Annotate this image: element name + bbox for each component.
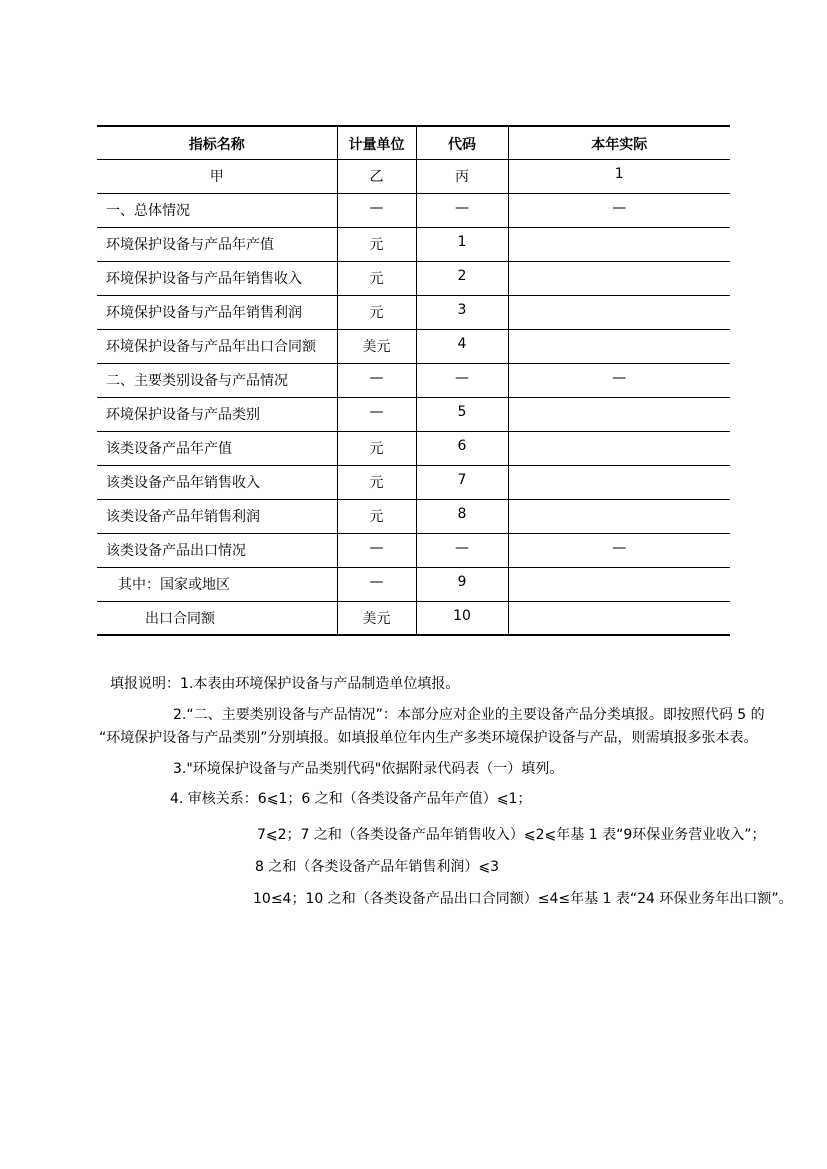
table-row bbox=[97, 465, 730, 499]
report-table bbox=[97, 125, 730, 636]
code-cell: 2 bbox=[416, 261, 508, 295]
column-header-indicator: 指标名称 bbox=[97, 126, 337, 159]
indicator-name-cell: 二、主要类别设备与产品情况 bbox=[97, 363, 337, 397]
subheader-cell: 乙 bbox=[337, 159, 416, 193]
column-header-actual: 本年实际 bbox=[508, 126, 730, 159]
subheader-cell: 甲 bbox=[97, 159, 337, 193]
code-cell: — bbox=[416, 193, 508, 227]
indicator-name-cell: 一、总体情况 bbox=[97, 193, 337, 227]
subheader-cell: 1 bbox=[508, 159, 730, 193]
table-row bbox=[97, 193, 730, 227]
table-subheader-row bbox=[97, 159, 730, 193]
table-row bbox=[97, 533, 730, 567]
actual-cell bbox=[508, 227, 730, 261]
unit-cell: — bbox=[337, 567, 416, 601]
unit-cell: — bbox=[337, 193, 416, 227]
indicator-name-cell: 出口合同额 bbox=[97, 601, 337, 635]
table-row bbox=[97, 567, 730, 601]
note-line-2: 2.“二、主要类别设备与产品情况”：本部分应对企业的主要设备产品分类填报。即按照代码 5 的 bbox=[173, 707, 765, 723]
note-line-4: 4. 审核关系：6⩽1；6 之和（各类设备产品年产值）⩽1； bbox=[170, 791, 532, 807]
note-line-3: 3."环境保护设备与产品类别代码"依据附录代码表（一）填列。 bbox=[173, 761, 564, 777]
actual-cell: — bbox=[508, 363, 730, 397]
indicator-name-cell: 环境保护设备与产品年产值 bbox=[97, 227, 337, 261]
code-cell: — bbox=[416, 533, 508, 567]
actual-cell bbox=[508, 329, 730, 363]
indicator-name-cell: 其中：国家或地区 bbox=[97, 567, 337, 601]
unit-cell: 元 bbox=[337, 261, 416, 295]
unit-cell: — bbox=[337, 533, 416, 567]
unit-cell: — bbox=[337, 397, 416, 431]
indicator-name-cell: 环境保护设备与产品类别 bbox=[97, 397, 337, 431]
note-line-4-cont-10: 10≤4；10 之和（各类设备产品出口合同额）≤4≤年基 1 表“24 环保业务年出口额”。 bbox=[253, 891, 793, 907]
unit-cell: 元 bbox=[337, 465, 416, 499]
table-row bbox=[97, 295, 730, 329]
code-cell: 1 bbox=[416, 227, 508, 261]
indicator-name-cell: 环境保护设备与产品年销售利润 bbox=[97, 295, 337, 329]
actual-cell bbox=[508, 295, 730, 329]
code-cell: 6 bbox=[416, 431, 508, 465]
code-cell: — bbox=[416, 363, 508, 397]
unit-cell: 元 bbox=[337, 227, 416, 261]
column-header-code: 代码 bbox=[416, 126, 508, 159]
note-line-2-wrap: “环境保护设备与产品类别”分别填报。如填报单位年内生产多类环境保护设备与产品，则需填报多张本表。 bbox=[99, 730, 758, 746]
unit-cell: — bbox=[337, 363, 416, 397]
indicator-name-cell: 该类设备产品年销售收入 bbox=[97, 465, 337, 499]
table-row bbox=[97, 601, 730, 635]
column-header-unit: 计量单位 bbox=[337, 126, 416, 159]
unit-cell: 元 bbox=[337, 431, 416, 465]
code-cell: 10 bbox=[416, 601, 508, 635]
indicator-name-cell: 该类设备产品年销售利润 bbox=[97, 499, 337, 533]
actual-cell: — bbox=[508, 533, 730, 567]
actual-cell bbox=[508, 431, 730, 465]
table-row bbox=[97, 261, 730, 295]
table-row bbox=[97, 499, 730, 533]
actual-cell bbox=[508, 567, 730, 601]
code-cell: 3 bbox=[416, 295, 508, 329]
actual-cell bbox=[508, 261, 730, 295]
table-row bbox=[97, 431, 730, 465]
code-cell: 8 bbox=[416, 499, 508, 533]
table-row bbox=[97, 329, 730, 363]
note-line-1: 填报说明：1.本表由环境保护设备与产品制造单位填报。 bbox=[110, 676, 460, 692]
indicator-name-cell: 该类设备产品出口情况 bbox=[97, 533, 337, 567]
actual-cell bbox=[508, 465, 730, 499]
actual-cell: — bbox=[508, 193, 730, 227]
table-header-row bbox=[97, 126, 730, 159]
unit-cell: 美元 bbox=[337, 329, 416, 363]
code-cell: 5 bbox=[416, 397, 508, 431]
unit-cell: 元 bbox=[337, 295, 416, 329]
indicator-name-cell: 环境保护设备与产品年出口合同额 bbox=[97, 329, 337, 363]
note-line-4-cont-7: 7⩽2；7 之和（各类设备产品年销售收入）⩽2⩽年基 1 表“9环保业务营业收入”； bbox=[257, 827, 766, 843]
unit-cell: 元 bbox=[337, 499, 416, 533]
code-cell: 7 bbox=[416, 465, 508, 499]
unit-cell: 美元 bbox=[337, 601, 416, 635]
subheader-cell: 丙 bbox=[416, 159, 508, 193]
actual-cell bbox=[508, 601, 730, 635]
table-row bbox=[97, 397, 730, 431]
code-cell: 4 bbox=[416, 329, 508, 363]
indicator-name-cell: 该类设备产品年产值 bbox=[97, 431, 337, 465]
actual-cell bbox=[508, 397, 730, 431]
note-line-4-cont-8: 8 之和（各类设备产品年销售利润）⩽3 bbox=[255, 859, 499, 875]
table-row bbox=[97, 227, 730, 261]
indicator-name-cell: 环境保护设备与产品年销售收入 bbox=[97, 261, 337, 295]
table-row bbox=[97, 363, 730, 397]
actual-cell bbox=[508, 499, 730, 533]
code-cell: 9 bbox=[416, 567, 508, 601]
